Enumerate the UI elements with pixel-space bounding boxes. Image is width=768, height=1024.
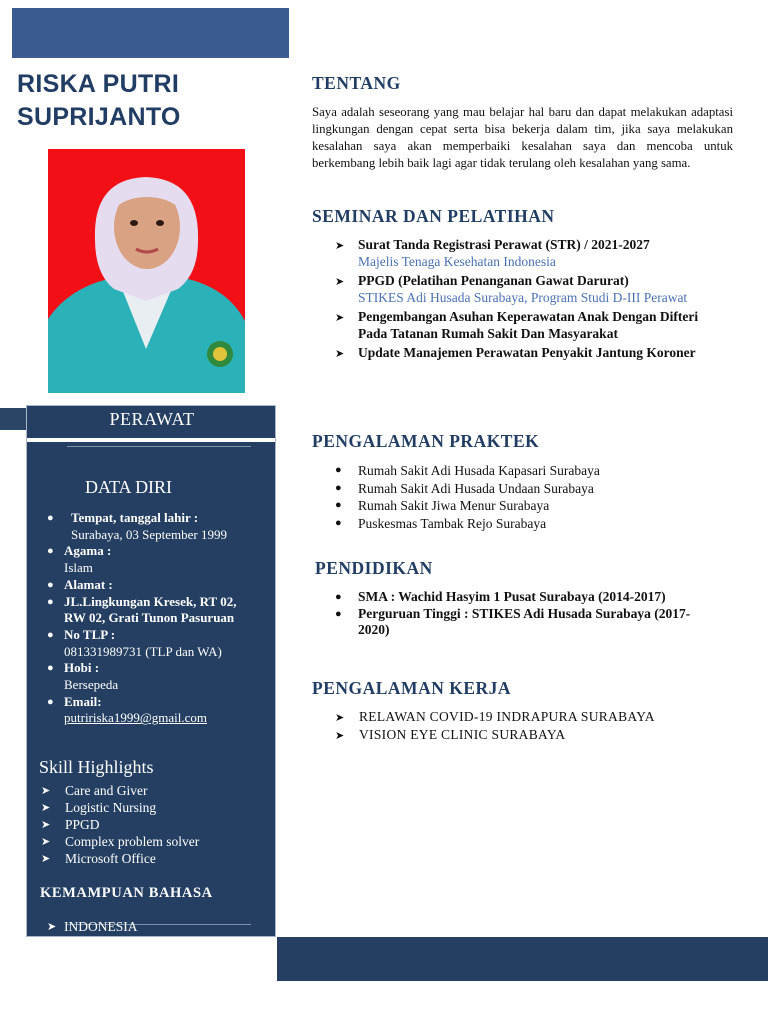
practice-item xyxy=(333,515,600,533)
sidebar-tab-accent xyxy=(0,408,27,430)
bullet-icon: ● xyxy=(47,545,54,558)
address-line-2: RW 02, Grati Tunon Pasuruan xyxy=(64,610,235,626)
birth-value: Surabaya, 03 September 1999 xyxy=(71,526,227,542)
seminar-heading: SEMINAR DAN PELATIHAN xyxy=(312,206,555,226)
arrow-bullet-icon: ➤ xyxy=(41,852,51,865)
skill-label: Care and Giver xyxy=(65,783,148,798)
seminar-title: Update Manajemen Perawatan Penyakit Jantung Koroner xyxy=(358,345,696,360)
work-list xyxy=(335,708,655,743)
bullet-icon: ● xyxy=(47,662,54,675)
skill-item xyxy=(41,782,199,799)
arrow-bullet-icon: ➤ xyxy=(335,728,345,742)
bullet-icon: ● xyxy=(47,512,54,524)
work-heading: PENGALAMAN KERJA xyxy=(312,678,512,698)
hobby-item xyxy=(47,660,275,677)
language-item xyxy=(47,918,138,935)
practice-label: Rumah Sakit Adi Husada Kapasari Surabaya xyxy=(358,463,600,478)
bullet-icon: ● xyxy=(335,607,342,620)
arrow-bullet-icon: ➤ xyxy=(41,801,51,814)
bullet-icon: ● xyxy=(335,591,342,603)
arrow-bullet-icon: ➤ xyxy=(41,835,51,848)
phone-label: No TLP : xyxy=(64,626,116,642)
bullet-icon: ● xyxy=(47,595,54,608)
bullet-icon: ● xyxy=(335,464,342,476)
address-label: Alamat : xyxy=(64,576,113,592)
phone-item xyxy=(47,627,275,644)
job-title: PERAWAT xyxy=(109,409,195,429)
phone-value: 081331989731 (TLP dan WA) xyxy=(64,643,222,659)
seminar-item xyxy=(335,309,728,342)
about-heading: TENTANG xyxy=(312,73,401,93)
education-item xyxy=(333,606,713,639)
work-item xyxy=(335,726,655,744)
practice-item xyxy=(333,462,600,480)
hobby-label: Hobi : xyxy=(64,660,100,676)
data-diri-heading: DATA DIRI xyxy=(85,477,173,497)
bullet-icon: ● xyxy=(47,695,54,708)
arrow-bullet-icon: ➤ xyxy=(41,784,51,797)
arrow-bullet-icon: ➤ xyxy=(335,275,345,288)
profile-photo xyxy=(48,149,245,393)
sidebar-divider xyxy=(27,438,275,442)
arrow-bullet-icon: ➤ xyxy=(335,347,345,360)
education-list xyxy=(333,589,713,639)
address-detail-item xyxy=(47,594,275,611)
practice-label: Rumah Sakit Jiwa Menur Surabaya xyxy=(358,498,550,513)
education-label: Perguruan Tinggi : STIKES Adi Husada Surabaya (2017-2020) xyxy=(358,605,691,637)
seminar-organizer: STIKES Adi Husada Surabaya, Program Studi D-III Perawat xyxy=(358,289,688,305)
education-heading: PENDIDIKAN xyxy=(315,558,433,578)
bullet-icon: ● xyxy=(335,516,342,529)
address-line-1: JL.Lingkungan Kresek, RT 02, xyxy=(64,593,237,609)
candidate-name xyxy=(17,68,257,134)
arrow-bullet-icon: ➤ xyxy=(335,239,345,252)
skill-item xyxy=(41,850,199,867)
seminar-title: Surat Tanda Registrasi Perawat (STR) / 2021-2027 xyxy=(358,237,650,252)
seminar-organizer: Majelis Tenaga Kesehatan Indonesia xyxy=(358,253,556,269)
skill-label: PPGD xyxy=(65,817,100,832)
seminar-item xyxy=(335,345,698,362)
skill-label: Microsoft Office xyxy=(65,851,156,866)
skill-label: Complex problem solver xyxy=(65,834,200,849)
skills-heading: Skill Highlights xyxy=(39,757,154,777)
religion-item xyxy=(47,543,275,560)
email-link[interactable]: putririska1999@gmail.com xyxy=(64,710,208,726)
seminar-title: PPGD (Pelatihan Penanganan Gawat Darurat) xyxy=(358,273,629,288)
practice-list xyxy=(333,462,600,532)
birth-label: Tempat, tanggal lahir : xyxy=(71,510,199,525)
header-band xyxy=(12,8,289,58)
arrow-bullet-icon: ➤ xyxy=(47,920,57,933)
footer-band xyxy=(277,937,768,981)
bullet-icon: ● xyxy=(47,578,54,591)
seminar-title: Pengembangan Asuhan Keperawatan Anak Dengan Difteri Pada Tatanan Rumah Sakit Dan Masyarakat xyxy=(358,309,699,341)
practice-label: Rumah Sakit Adi Husada Undaan Surabaya xyxy=(358,480,594,496)
hobby-value: Bersepeda xyxy=(64,677,119,693)
skill-item xyxy=(41,816,199,833)
seminar-list xyxy=(335,237,745,365)
seminar-item xyxy=(335,237,745,270)
sidebar-panel xyxy=(26,405,276,937)
education-item xyxy=(333,589,713,606)
bullet-icon: ● xyxy=(47,628,54,641)
practice-item xyxy=(333,497,600,515)
name-line-2: SUPRIJANTO xyxy=(17,103,181,131)
name-line-1: RISKA PUTRI xyxy=(17,70,180,98)
email-item xyxy=(47,694,275,711)
email-label: Email: xyxy=(64,693,102,709)
skill-item xyxy=(41,833,199,850)
about-text: Saya adalah seseorang yang mau belajar hal baru dan dapat melakukan adaptasi lingkungan dengan cepat serta bisa bekerja dalam tim, jika saya melakukan kesalahan saya akan memperbaiki kesalahan saya dan mencoba untuk berkembang lebih baik lagi agar tidak terulang oleh kesalahan yang sama. xyxy=(312,105,733,170)
skills-list xyxy=(41,782,199,867)
practice-label: Puskesmas Tambak Rejo Surabaya xyxy=(358,515,547,531)
skill-label: Logistic Nursing xyxy=(65,800,157,815)
address-item xyxy=(47,577,275,594)
portrait-illustration xyxy=(48,149,245,393)
languages-heading: KEMAMPUAN BAHASA xyxy=(40,885,213,901)
arrow-bullet-icon: ➤ xyxy=(41,818,51,831)
work-item xyxy=(335,708,655,726)
religion-label: Agama : xyxy=(64,543,112,559)
language-label: INDONESIA xyxy=(64,919,138,934)
religion-value: Islam xyxy=(64,560,93,576)
birth-item xyxy=(47,510,275,527)
bullet-icon: ● xyxy=(335,499,342,511)
bullet-icon: ● xyxy=(335,481,342,494)
work-label: VISION EYE CLINIC SURABAYA xyxy=(359,726,566,742)
practice-item xyxy=(333,480,600,498)
seminar-item xyxy=(335,273,745,306)
sidebar-thin-divider xyxy=(67,446,251,447)
languages-list xyxy=(47,918,138,935)
personal-data-list xyxy=(47,510,275,727)
education-label: SMA : Wachid Hasyim 1 Pusat Surabaya (2014-2017) xyxy=(358,589,666,604)
skill-item xyxy=(41,799,199,816)
work-label: RELAWAN COVID-19 INDRAPURA SURABAYA xyxy=(359,709,655,724)
practice-heading: PENGALAMAN PRAKTEK xyxy=(312,431,540,451)
arrow-bullet-icon: ➤ xyxy=(335,311,345,324)
arrow-bullet-icon: ➤ xyxy=(335,711,345,724)
